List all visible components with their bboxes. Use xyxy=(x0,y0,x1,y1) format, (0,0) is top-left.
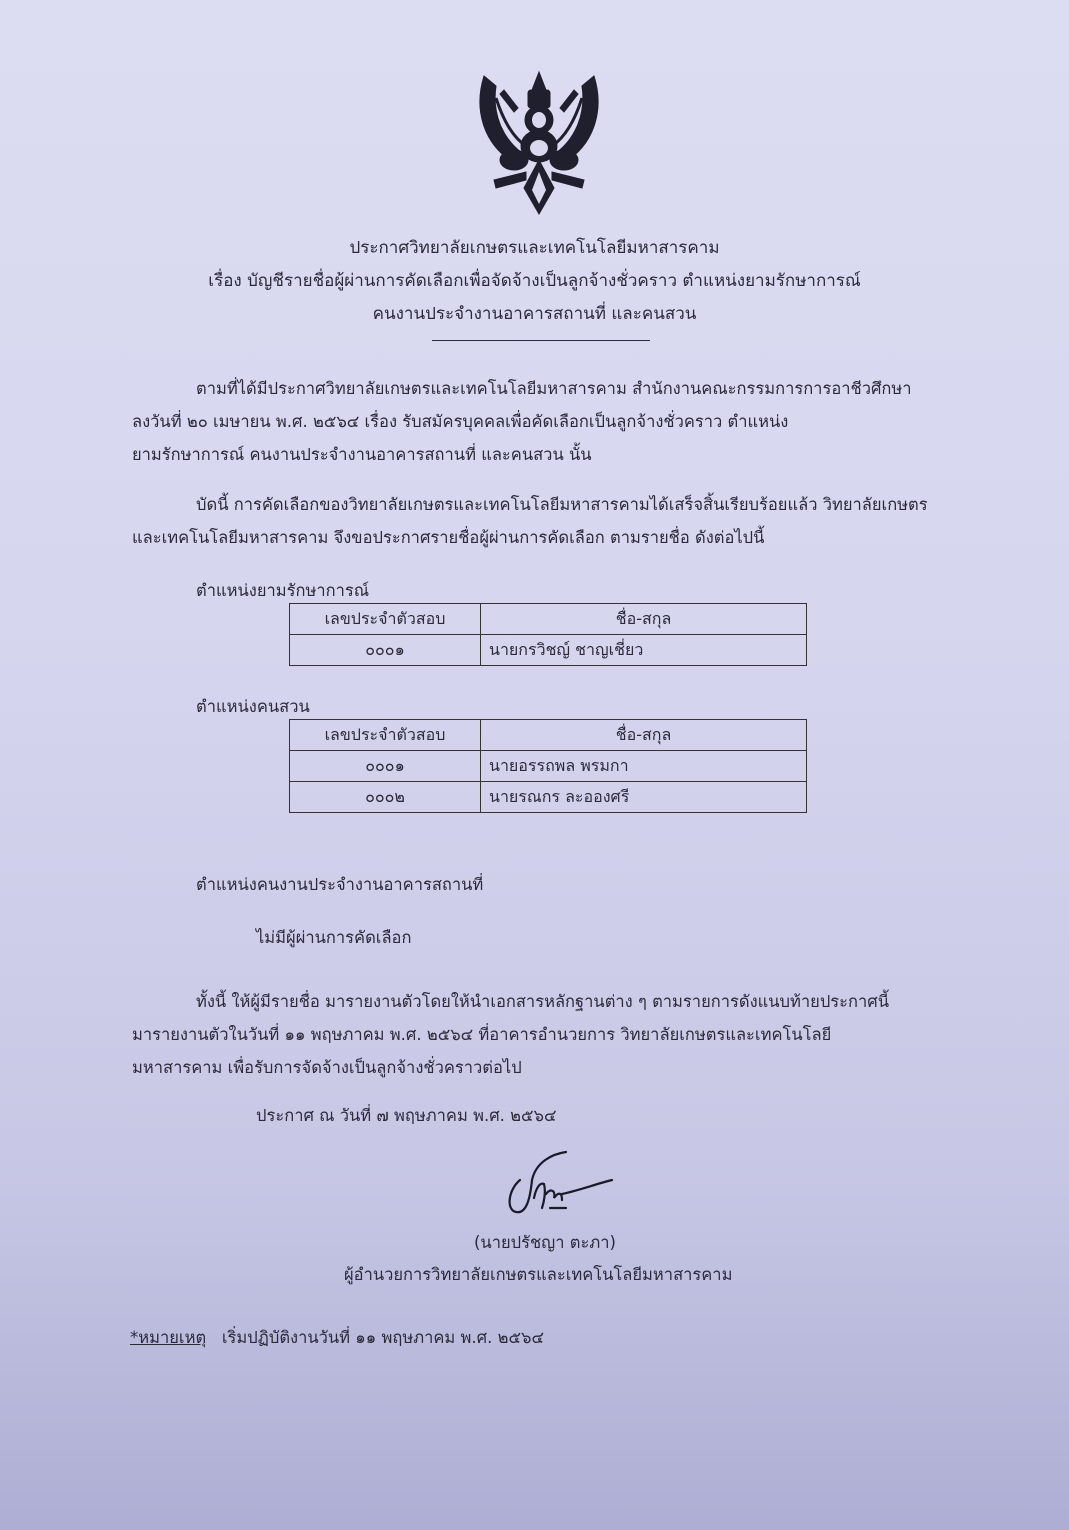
announcement-date: ประกาศ ณ วันที่ ๗ พฤษภาคม พ.ศ. ๒๕๖๔ xyxy=(256,1106,557,1125)
paragraph-intro-line-1: ตามที่ได้มีประกาศวิทยาลัยเกษตรและเทคโนโลยีมหาสารคาม สำนักงานคณะกรรมการการอาชีวศึกษา xyxy=(196,379,912,398)
title-divider xyxy=(432,340,650,341)
cell-exam-id: ๐๐๐๒ xyxy=(290,782,481,813)
header-full-name: ชื่อ-สกุล xyxy=(481,604,807,635)
paragraph-result xyxy=(132,488,962,554)
header-exam-id: เลขประจำตัวสอบ xyxy=(290,720,481,751)
table-row xyxy=(290,635,807,666)
section-label-gardener: ตำแหน่งคนสวน xyxy=(196,697,310,716)
table-gardener xyxy=(289,719,807,813)
section-label-building-staff: ตำแหน่งคนงานประจำงานอาคารสถานที่ xyxy=(196,875,484,894)
footnote xyxy=(130,1325,544,1351)
document-title xyxy=(0,232,1069,331)
table-row xyxy=(290,782,807,813)
section-label-security-guard: ตำแหน่งยามรักษาการณ์ xyxy=(196,581,370,600)
signer-name: (นายปรัชญา ตะภา) xyxy=(474,1233,616,1252)
cell-exam-id: ๐๐๐๑ xyxy=(290,635,481,666)
paragraph-intro-line-2: ลงวันที่ ๒๐ เมษายน พ.ศ. ๒๕๖๔ เรื่อง รับสมัครบุคคลเพื่อคัดเลือกเป็นลูกจ้างชั่วคราว ตำแหน่ง xyxy=(132,412,789,431)
paragraph-report-line-3: มหาสารคาม เพื่อรับการจัดจ้างเป็นลูกจ้างชั่วคราวต่อไป xyxy=(132,1058,522,1077)
cell-full-name: นายอรรถพล พรมกา xyxy=(481,751,807,782)
footnote-text: เริ่มปฏิบัติงานวันที่ ๑๑ พฤษภาคม พ.ศ. ๒๕๖๔ xyxy=(221,1328,544,1347)
paragraph-result-line-1: บัดนี้ การคัดเลือกของวิทยาลัยเกษตรและเทคโนโลยีมหาสารคามได้เสร็จสิ้นเรียบร้อยแล้ว วิทยาลัยเกษตร xyxy=(196,495,928,514)
cell-full-name: นายกรวิชญ์ ชาญเชี่ยว xyxy=(481,635,807,666)
title-line-3: คนงานประจำงานอาคารสถานที่ และคนสวน xyxy=(372,304,697,324)
header-exam-id: เลขประจำตัวสอบ xyxy=(290,604,481,635)
cell-exam-id: ๐๐๐๑ xyxy=(290,751,481,782)
footnote-label: *หมายเหตุ xyxy=(130,1328,207,1347)
table-header-row xyxy=(290,720,807,751)
paragraph-intro-line-3: ยามรักษาการณ์ คนงานประจำงานอาคารสถานที่ และคนสวน นั้น xyxy=(132,445,592,464)
cell-full-name: นายรณกร ละอองศรี xyxy=(481,782,807,813)
table-row xyxy=(290,751,807,782)
paragraph-report-instructions xyxy=(132,985,932,1084)
no-candidates-text: ไม่มีผู้ผ่านการคัดเลือก xyxy=(256,928,412,947)
title-line-1: ประกาศวิทยาลัยเกษตรและเทคโนโลยีมหาสารคาม xyxy=(349,238,720,258)
signature-icon xyxy=(500,1150,620,1220)
paragraph-result-line-2: และเทคโนโลยีมหาสารคาม จึงขอประกาศรายชื่อผู้ผ่านการคัดเลือก ตามรายชื่อ ดังต่อไปนี้ xyxy=(132,528,765,547)
header-full-name: ชื่อ-สกุล xyxy=(481,720,807,751)
paragraph-report-line-2: มารายงานตัวในวันที่ ๑๑ พฤษภาคม พ.ศ. ๒๕๖๔ ที่อาคารอำนวยการ วิทยาลัยเกษตรและเทคโนโลยี xyxy=(132,1025,832,1044)
signer-title: ผู้อำนวยการวิทยาลัยเกษตรและเทคโนโลยีมหาสารคาม xyxy=(344,1265,733,1284)
garuda-emblem-icon xyxy=(474,68,604,218)
table-security-guard xyxy=(289,603,807,666)
paragraph-report-line-1: ทั้งนี้ ให้ผู้มีรายชื่อ มารายงานตัวโดยให้นำเอกสารหลักฐานต่าง ๆ ตามรายการดังแนบท้ายประกาศนี้ xyxy=(196,992,890,1011)
title-line-2: เรื่อง บัญชีรายชื่อผู้ผ่านการคัดเลือกเพื่อจัดจ้างเป็นลูกจ้างชั่วคราว ตำแหน่งยามรักษาการณ์ xyxy=(208,271,861,291)
paragraph-intro xyxy=(132,372,962,471)
table-header-row xyxy=(290,604,807,635)
